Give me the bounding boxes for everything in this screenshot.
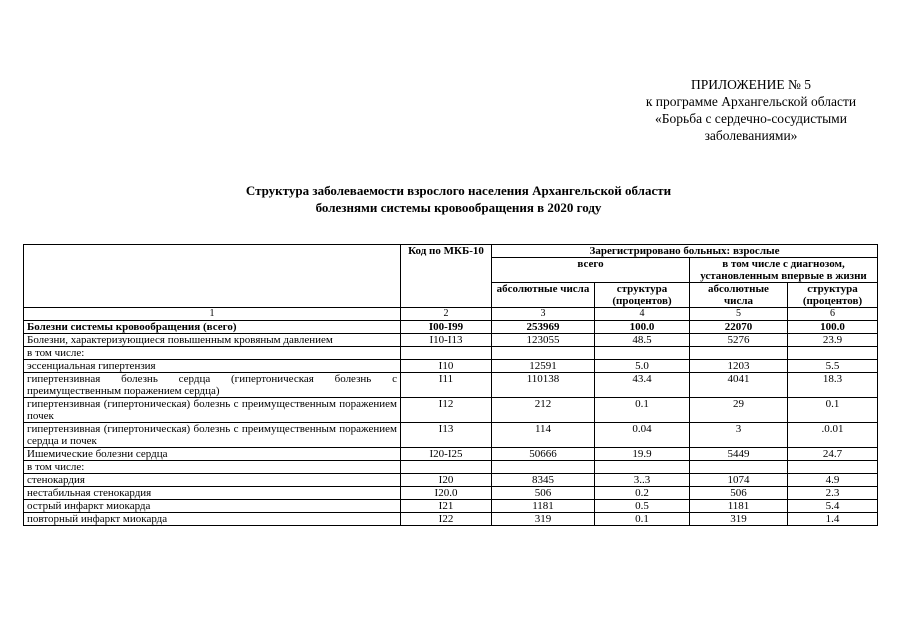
row-value-cell: 22070 (690, 321, 788, 334)
appendix-line-3: «Борьба с сердечно-сосудистыми (655, 111, 847, 126)
row-value-cell: 18.3 (788, 373, 878, 398)
table-row (24, 474, 878, 487)
row-name-cell: эссенциальная гипертензия (24, 360, 401, 373)
row-value-cell (401, 347, 492, 360)
row-value-cell: 5.4 (788, 500, 878, 513)
row-value-cell: I20-I25 (401, 448, 492, 461)
row-name-cell: гипертензивная (гипертоническая) болезнь с преимущественным поражением сердца и почек (24, 423, 401, 448)
row-value-cell: I21 (401, 500, 492, 513)
row-value-cell: 1203 (690, 360, 788, 373)
row-value-cell: 253969 (492, 321, 595, 334)
table-row (24, 423, 878, 448)
title-line-2: болезнями системы кровообращения в 2020 году (315, 200, 602, 215)
row-value-cell (492, 347, 595, 360)
row-value-cell: 0.5 (595, 500, 690, 513)
table-row (24, 461, 878, 474)
row-value-cell: 5.5 (788, 360, 878, 373)
row-value-cell: 2.3 (788, 487, 878, 500)
row-value-cell (492, 461, 595, 474)
row-name-cell: острый инфаркт миокарда (24, 500, 401, 513)
col-number: 2 (401, 308, 492, 321)
row-name-cell: Ишемические болезни сердца (24, 448, 401, 461)
document-title (0, 182, 905, 216)
appendix-line-2: к программе Архангельской области (645, 94, 857, 109)
row-value-cell: 3..3 (595, 474, 690, 487)
col-number: 4 (595, 308, 690, 321)
header-code: Код по МКБ-10 (401, 245, 492, 308)
row-value-cell: 1.4 (788, 513, 878, 526)
row-value-cell: 506 (492, 487, 595, 500)
row-value-cell: I13 (401, 423, 492, 448)
table-row (24, 500, 878, 513)
row-value-cell: 1074 (690, 474, 788, 487)
morbidity-table (23, 244, 878, 526)
row-value-cell: 0.1 (788, 398, 878, 423)
row-value-cell: 8345 (492, 474, 595, 487)
row-value-cell: 1181 (492, 500, 595, 513)
header-name-cell (24, 245, 401, 308)
row-value-cell: 5.0 (595, 360, 690, 373)
row-value-cell: I00-I99 (401, 321, 492, 334)
row-value-cell: 29 (690, 398, 788, 423)
col-number: 6 (788, 308, 878, 321)
header-first-time: в том числе с диагнозом, установленным впервые в жизни (690, 258, 878, 283)
row-value-cell: 123055 (492, 334, 595, 347)
title-line-1: Структура заболеваемости взрослого населения Архангельской области (245, 183, 672, 198)
row-value-cell: I20 (401, 474, 492, 487)
row-value-cell: 506 (690, 487, 788, 500)
row-value-cell: .0.01 (788, 423, 878, 448)
row-name-cell: повторный инфаркт миокарда (24, 513, 401, 526)
row-value-cell: I22 (401, 513, 492, 526)
row-value-cell: I10 (401, 360, 492, 373)
row-value-cell: 100.0 (788, 321, 878, 334)
row-name-cell: в том числе: (24, 461, 401, 474)
row-value-cell: 3 (690, 423, 788, 448)
col-number: 5 (690, 308, 788, 321)
row-value-cell: I12 (401, 398, 492, 423)
header-abs-total: абсолютные числа (492, 283, 595, 308)
table-row (24, 334, 878, 347)
row-value-cell: I20.0 (401, 487, 492, 500)
row-value-cell: 43.4 (595, 373, 690, 398)
header-registered: Зарегистрировано больных: взрослые (492, 245, 878, 258)
col-number: 3 (492, 308, 595, 321)
row-value-cell: 5449 (690, 448, 788, 461)
row-value-cell: 114 (492, 423, 595, 448)
header-struct-first: структура (процентов) (788, 283, 878, 308)
table-body (24, 321, 878, 526)
row-value-cell: 4041 (690, 373, 788, 398)
row-value-cell: 319 (690, 513, 788, 526)
header-abs-first: абсолютные числа (690, 283, 788, 308)
row-value-cell (690, 347, 788, 360)
table-row (24, 360, 878, 373)
appendix-note (600, 76, 902, 144)
table-row (24, 321, 878, 334)
row-value-cell: 1181 (690, 500, 788, 513)
row-value-cell: 24.7 (788, 448, 878, 461)
row-name-cell: в том числе: (24, 347, 401, 360)
row-name-cell: нестабильная стенокардия (24, 487, 401, 500)
row-value-cell (595, 461, 690, 474)
row-value-cell: I11 (401, 373, 492, 398)
row-value-cell: 23.9 (788, 334, 878, 347)
table-row (24, 487, 878, 500)
row-value-cell: 50666 (492, 448, 595, 461)
row-name-cell: гипертензивная болезнь сердца (гипертоническая болезнь с преимущественным поражением сердца) (24, 373, 401, 398)
row-value-cell (595, 347, 690, 360)
header-struct-total: структура (процентов) (595, 283, 690, 308)
appendix-line-4: заболеваниями» (704, 128, 798, 143)
row-value-cell: 319 (492, 513, 595, 526)
row-value-cell: 4.9 (788, 474, 878, 487)
row-name-cell: Болезни системы кровообращения (всего) (24, 321, 401, 334)
row-name-cell: Болезни, характеризующиеся повышенным кровяным давлением (24, 334, 401, 347)
row-value-cell (788, 347, 878, 360)
row-value-cell: I10-I13 (401, 334, 492, 347)
table-row (24, 513, 878, 526)
row-value-cell: 0.1 (595, 398, 690, 423)
table-row (24, 448, 878, 461)
table-row (24, 347, 878, 360)
table-row (24, 398, 878, 423)
table-row (24, 373, 878, 398)
col-number: 1 (24, 308, 401, 321)
row-value-cell: 212 (492, 398, 595, 423)
row-value-cell: 5276 (690, 334, 788, 347)
row-value-cell: 100.0 (595, 321, 690, 334)
row-value-cell: 19.9 (595, 448, 690, 461)
row-value-cell: 110138 (492, 373, 595, 398)
row-name-cell: стенокардия (24, 474, 401, 487)
appendix-line-1: ПРИЛОЖЕНИЕ № 5 (690, 77, 812, 92)
row-value-cell: 12591 (492, 360, 595, 373)
row-value-cell (690, 461, 788, 474)
header-total: всего (492, 258, 690, 283)
row-value-cell (788, 461, 878, 474)
row-value-cell: 0.2 (595, 487, 690, 500)
row-value-cell (401, 461, 492, 474)
row-value-cell: 0.04 (595, 423, 690, 448)
row-value-cell: 48.5 (595, 334, 690, 347)
row-value-cell: 0.1 (595, 513, 690, 526)
row-name-cell: гипертензивная (гипертоническая) болезнь с преимущественным поражением почек (24, 398, 401, 423)
